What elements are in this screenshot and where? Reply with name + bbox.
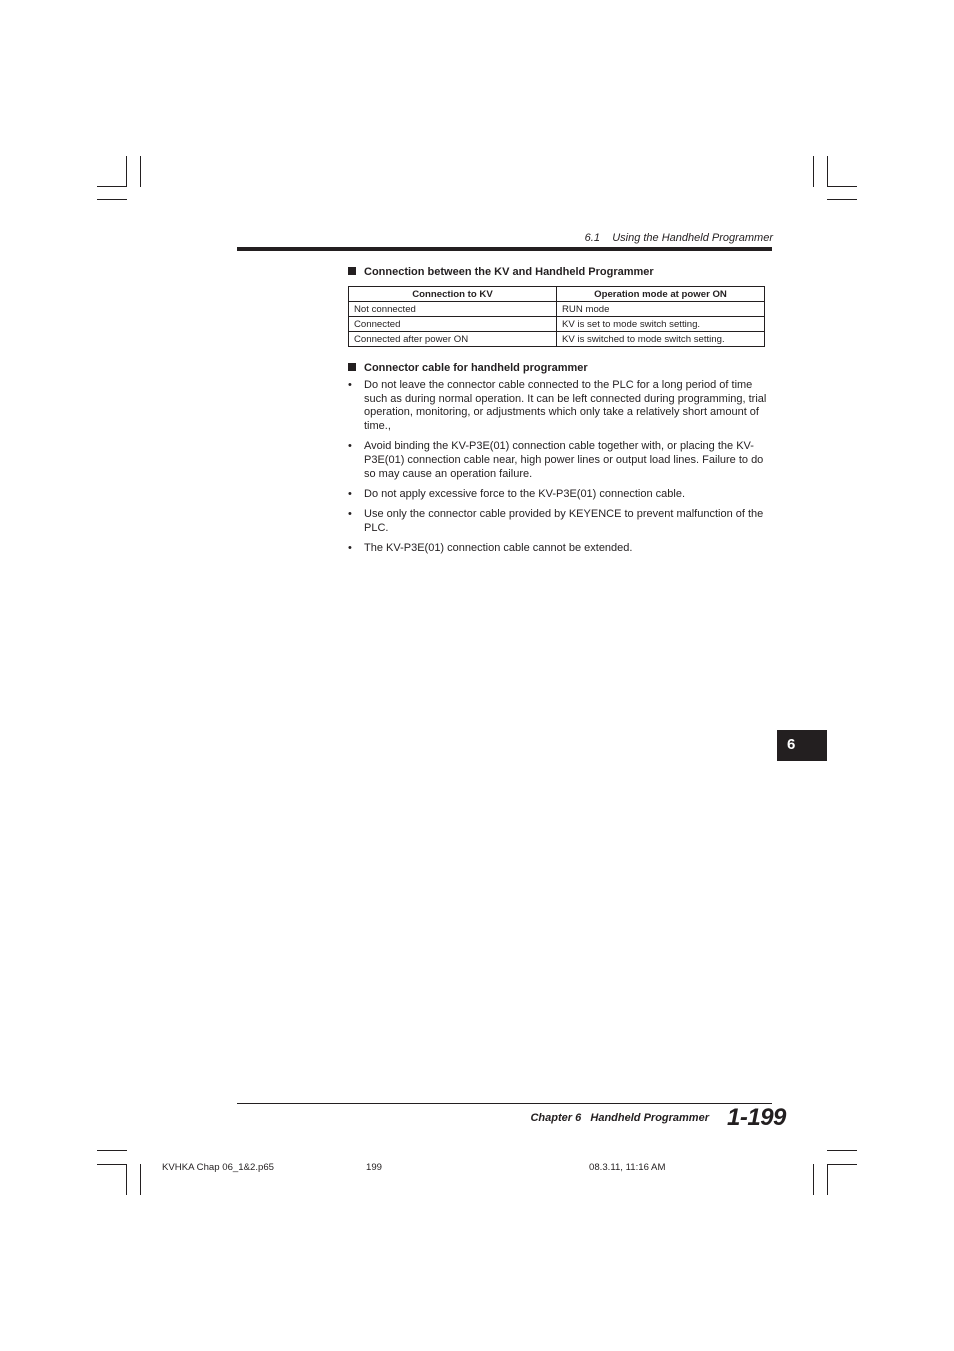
crop-mark [827, 199, 857, 200]
slug-timestamp: 08.3.11, 11:16 AM [589, 1162, 666, 1173]
footer-rule [237, 1103, 772, 1104]
table-cell: RUN mode [557, 302, 765, 317]
table-cell: Not connected [349, 302, 557, 317]
header-rule [237, 247, 772, 251]
bullet-list [348, 379, 773, 562]
crop-mark [813, 1164, 814, 1195]
crop-mark [97, 186, 127, 187]
crop-mark [827, 1150, 857, 1151]
list-item: • Do not apply excessive force to the KV-P3E(01) connection cable. [348, 487, 686, 500]
crop-mark [126, 156, 127, 187]
column-header: Connection to KV [349, 287, 557, 302]
crop-mark [140, 156, 141, 187]
table-cell: Connected [349, 317, 557, 332]
table-header-row [349, 287, 765, 302]
running-header [520, 232, 773, 244]
square-bullet-icon [348, 363, 356, 371]
table-cell: KV is set to mode switch setting. [557, 317, 765, 332]
section-heading: Connection between the KV and Handheld Programmer [348, 266, 654, 278]
bullet-icon: • [348, 508, 352, 521]
bullet-icon: • [348, 440, 352, 453]
list-item: • Avoid binding the KV-P3E(01) connection cable together with, or placing the KV-P3E(01) connection cable near, high power lines or output load lines. Failure to do so may cause an operation failure. [348, 440, 764, 480]
page-number: 1-199 [727, 1104, 786, 1131]
bullet-icon: • [348, 542, 352, 555]
crop-mark [813, 156, 814, 187]
slug-page: 199 [366, 1162, 383, 1173]
crop-mark [97, 199, 127, 200]
crop-mark [827, 186, 857, 187]
square-bullet-icon [348, 267, 356, 275]
bullet-icon: • [348, 379, 352, 391]
crop-mark [126, 1164, 127, 1195]
list-item: • The KV-P3E(01) connection cable cannot be extended. [348, 542, 633, 555]
bullet-icon: • [348, 487, 352, 500]
crop-mark [827, 1164, 828, 1195]
list-item: • Use only the connector cable provided by KEYENCE to prevent malfunction of the PLC. [348, 508, 764, 534]
crop-mark [827, 1164, 857, 1165]
crop-mark [140, 1164, 141, 1195]
table-row [349, 317, 765, 332]
section-heading: Connector cable for handheld programmer [348, 362, 588, 374]
section-number: 6.1 [584, 232, 600, 244]
list-item: • Do not leave the connector cable connected to the PLC for a long period of time such as during normal operation. It can be left connected during programming, trial operation, monitoring, or adjustments which only take a relatively short amount of time., [348, 379, 767, 433]
column-header: Operation mode at power ON [557, 287, 765, 302]
chapter-tab: 6 [777, 730, 827, 761]
crop-mark [97, 1150, 127, 1151]
footer-chapter [420, 1112, 709, 1124]
slug-filename: KVHKA Chap 06_1&2.p65 [162, 1162, 275, 1173]
table-cell: Connected after power ON [349, 332, 557, 347]
crop-mark [97, 1164, 127, 1165]
table-row [349, 302, 765, 317]
crop-mark [827, 156, 828, 187]
mode-table [348, 286, 765, 347]
chapter-title: Handheld Programmer [590, 1112, 709, 1124]
table-cell: KV is switched to mode switch setting. [557, 332, 765, 347]
table-row [349, 332, 765, 347]
chapter-label: Chapter 6 [530, 1112, 582, 1124]
section-title: Using the Handheld Programmer [612, 232, 773, 244]
